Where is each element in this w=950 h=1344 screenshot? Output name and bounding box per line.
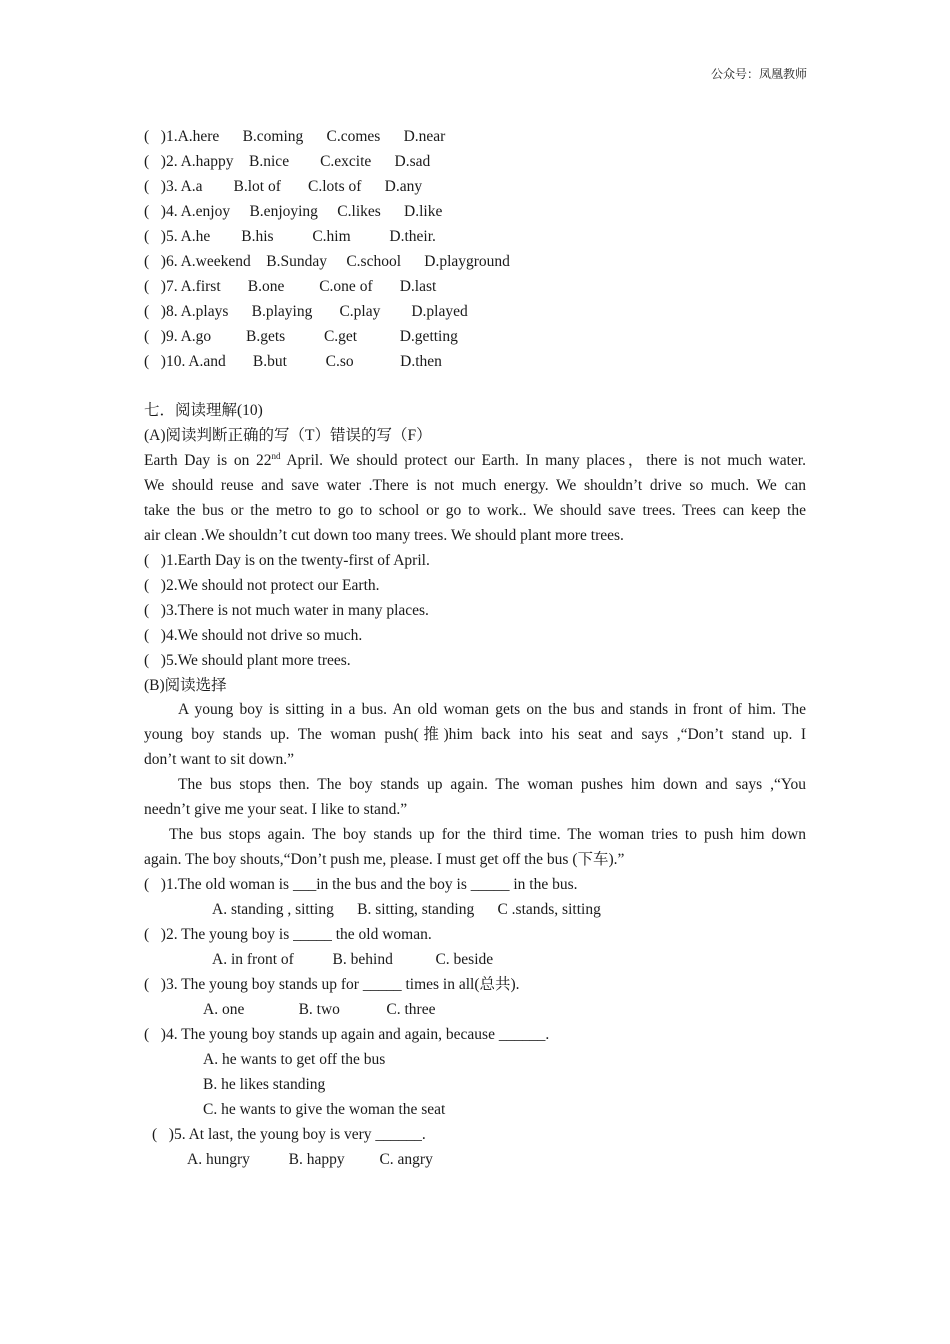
question: ( )1.The old woman is ___in the bus and the boy is _____ in the bus. <box>144 876 578 893</box>
question-options: A. one B. two C. three <box>203 1001 436 1018</box>
tf-item: ( )4.We should not drive so much. <box>144 627 363 644</box>
passage-a-line: take the bus or the metro to go to school or go to work.. We should save trees. Trees can keep the <box>144 502 806 519</box>
cloze-item: ( )10. A.and B.but C.so D.then <box>144 353 442 370</box>
passage-b-line: don’t want to sit down.” <box>144 751 294 768</box>
cloze-item: ( )9. A.go B.gets C.get D.getting <box>144 328 458 345</box>
question-option: B. he likes standing <box>203 1076 326 1093</box>
passage-b-line: again. The boy shouts,“Don’t push me, please. I must get off the bus (下车).” <box>144 851 625 868</box>
question-option: C. he wants to give the woman the seat <box>203 1101 446 1118</box>
cloze-item: ( )2. A.happy B.nice C.excite D.sad <box>144 153 431 170</box>
section-title: 七．阅读理解(10) <box>144 402 263 419</box>
question: ( )3. The young boy stands up for _____ times in all(总共). <box>144 976 520 993</box>
passage-b-line: The bus stops again. The boy stands up for the third time. The woman tries to push him down <box>169 826 806 843</box>
tf-item: ( )5.We should plant more trees. <box>144 652 351 669</box>
question: ( )5. At last, the young boy is very ______. <box>152 1126 426 1143</box>
header-watermark: 公众号：凤凰教师 <box>711 67 808 81</box>
tf-item: ( )2.We should not protect our Earth. <box>144 577 380 594</box>
question-options: A. standing , sitting B. sitting, standing C .stands, sitting <box>212 901 601 918</box>
cloze-item: ( )4. A.enjoy B.enjoying C.likes D.like <box>144 203 443 220</box>
part-a-title: (A)阅读判断正确的写（T）错误的写（F） <box>144 427 432 444</box>
passage-a-line: We should reuse and save water .There is not much energy. We shouldn’t drive so much. We can <box>144 477 806 494</box>
passage-b-line: A young boy is sitting in a bus. An old woman gets on the bus and stands in front of him. The <box>178 701 806 718</box>
cloze-item: ( )5. A.he B.his C.him D.their. <box>144 228 436 245</box>
tf-item: ( )1.Earth Day is on the twenty-first of April. <box>144 552 430 569</box>
tf-item: ( )3.There is not much water in many places. <box>144 602 429 619</box>
passage-b-line: The bus stops then. The boy stands up again. The woman pushes him down and says ,“You <box>178 776 806 793</box>
cloze-item: ( )3. A.a B.lot of C.lots of D.any <box>144 178 423 195</box>
question: ( )4. The young boy stands up again and again, because ______. <box>144 1026 550 1043</box>
passage-b-line: needn’t give me your seat. I like to stand.” <box>144 801 408 818</box>
question-options: A. in front of B. behind C. beside <box>212 951 494 968</box>
passage-a-line: air clean .We shouldn’t cut down too many trees. We should plant more trees. <box>144 527 624 544</box>
question: ( )2. The young boy is _____ the old woman. <box>144 926 432 943</box>
part-b-title: (B)阅读选择 <box>144 677 227 694</box>
passage-b-line: young boy stands up. The woman push(推)him back into his seat and says ,“Don’t stand up. I <box>144 726 806 743</box>
question-options: A. hungry B. happy C. angry <box>187 1151 433 1168</box>
question-option: A. he wants to get off the bus <box>203 1051 386 1068</box>
cloze-item: ( )8. A.plays B.playing C.play D.played <box>144 303 468 320</box>
passage-a-line: Earth Day is on 22nd April. We should protect our Earth. In many places，there is not much water. <box>144 450 806 469</box>
cloze-item: ( )1.A.here B.coming C.comes D.near <box>144 128 446 145</box>
cloze-item: ( )7. A.first B.one C.one of D.last <box>144 278 437 295</box>
cloze-item: ( )6. A.weekend B.Sunday C.school D.playground <box>144 253 510 270</box>
